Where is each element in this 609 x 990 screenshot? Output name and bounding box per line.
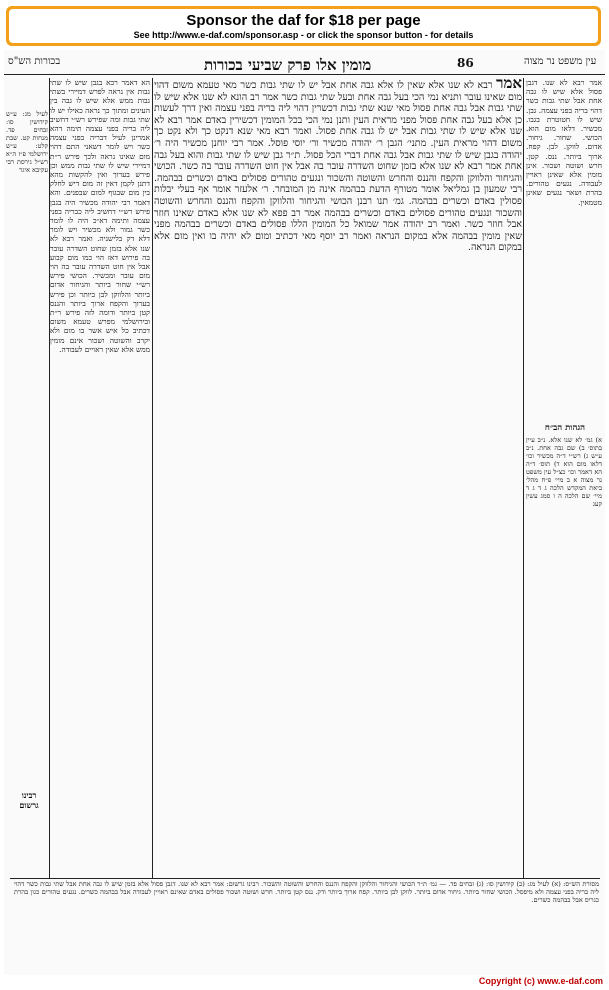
right-margin-label: הגהות הב״ח — [544, 423, 586, 433]
header-rule — [4, 74, 605, 75]
sponsor-banner-inner[interactable] — [9, 9, 598, 43]
copyright-link[interactable]: Copyright (c) www.e-daf.com — [478, 976, 603, 986]
talmud-page — [4, 50, 605, 975]
sponsor-banner[interactable] — [6, 6, 601, 46]
footnotes-body: מסורת הש״ס: (א) לעיל מג: (ב) קידושין סו: (ג) זבחים פד. — גמ׳ ת״ר הכושי והגיחור והלווקן והקפח והננס והחרש והשוטה והשכור. רבינו גרשום: אמר רבא לא שנו. דגבן פסול אלא בזמן שיש לו גבה אחת אבל שתי גבות כשר דהוי ליה בריה בפני עצמה ולא מיפסל. הכושי שחור ביותר. גיחור אדום ביותר. לווקן לבן ביותר. קפח ארוך ביותר ודק. ננס קטן ביותר. חרש ושוטה ושכור פסולים באדם שאינם ראויין לעבודה אבל בבהמה כשרים. נגעים טהורים כגון בהרת כגריס אבל בבהמה כשרים. — [14, 880, 599, 905]
tosafot-body: הא דאמר רבא בגבן שיש לו שתי גבות אין נראה לפרש דמיירי בשתי גבות ממש אלא שיש לו גבה בין העינים ומתוך כך נראה כאילו יש לו שתי גבות ומה שפירש רש״י דחשיב ליה בריה בפני עצמה תימה דהא אמרינן לעיל דבריה בפני עצמה כשר ויש לומר דשאני התם דהוי מום שאינו נראה ולכך פירש ר״ת דמיירי שיש לו שתי גבות ממש וכן פירש בערוך ואין להקשות מהא דתנן לקמן דאין זה מום דיש לחלק בין מום שבגוף למום שבפנים. והא דאמר רבי יהודה מכשיר היה בגבן פירש רש״י דחשיב ליה כבריה בפני עצמה ותימה דא״כ היה לו לומר כשר גמור ולא מכשיר ויש לומר דלא דק בלישניה. ואמר רבא לא שנו אלא בזמן שחוט השדרה עובר בה פירוש דאז הוי כמו מום קבוע אבל אין חוט השדרה עובר בה הוי מום עובר ומכשיר. הכושי פירש רש״י שחור ביותר והגיחור אדום ביותר והלווקן לבן ביותר וכן פירש בערוך והקפח ארוך ביותר והננס קטן ביותר ודומה לזה פירש ר״ת ובירושלמי מפרש טעמא משום דכתיב כל איש אשר בו מום ולא יקרב והשוטה ושכור אינם מומין ממש אלא שאין ראויים לעבודה. — [50, 78, 150, 354]
gemara-text — [154, 78, 522, 878]
left-margin-notes — [6, 110, 48, 970]
footnotes-text — [14, 880, 599, 970]
rashi-text — [526, 78, 602, 418]
left-margin-body: לעיל מג: ע״ש קידושין סו: זבחים פד. מנחות קט. שבת קלט: ע״ש ירושלמי פ״ז ה״א רש״ל גירסת רבי עקיבא איגר — [6, 110, 48, 174]
rabbeinu-gershom-label: רבינו גרשום — [19, 790, 39, 810]
header-right-ref: עין משפט נר מצוה — [524, 56, 597, 67]
sponsor-title: Sponsor the daf for $18 per page — [186, 12, 421, 29]
right-margin-body: א) גמ׳ לא שנו אלא. נ״ב עיין בתוס׳ ב) שם גבה אחת. נ״ב ע״ש ג) רש״י ד״ה מכשיר וכו׳ דלאו מום הוא ד) תוס׳ ד״ה הא דאמר וכו׳ כצ״ל עין משפט נר מצוה א ב מיי׳ פ״ח מהל׳ ביאת המקדש הלכה ג ד ג ד מיי׳ שם הלכה ה ו סמג עשין קעג — [526, 436, 602, 508]
column-divider-right — [523, 78, 524, 878]
header-left-ref: בכורות הש"ס — [8, 56, 61, 67]
right-margin-notes — [526, 436, 602, 956]
page-number: 86 — [457, 56, 474, 70]
gemara-opening-word: אמר — [496, 78, 522, 92]
gemara-body: רבא לא שנו אלא שאין לו אלא גבה אחת אבל יש לו שתי גבות כשר מאי טעמא משום דהוי מום שאינו עובר ותניא נמי הכי בעל גבה אחת ובעל שתי גבות כשר אמר רב הונא לא שנו אלא שיש לו שתי גבות אבל גבה אחת פסול מאי שנא שתי גבות דכשרין דהוי ליה בריה בפני עצמה ואין דרך לעשות כן אלא בעל גבה אחת פסול מפני מראית העין ותנן נמי הכי בכל המומין דכשירין באדם אמר רבא לא שנו אלא שיש לו שתי גבות אבל יש לו גבה אחת פסול. ואמר רבא מאי שנא דנקט כך ולא נקט כך משום דהוי מראית העין. מתני׳ הגבן ר׳ יהודה מכשיר ור׳ יוסי פוסל. אמר רבי יוחנן מכשיר היה ר׳ יהודה בגבן שיש לו שתי גבות אבל גבה אחת דברי הכל פסול. ת״ר גבן שיש לו שתי גבות והוא בעל גבה אחת אמר רבא לא שנו אלא בזמן שחוט השדרה עובר בה אבל אין חוט השדרה עובר בה כשר. הכושי והגיחור והלווקן והקפח והננס והחרש והשוטה והשכור ונגעים טהורים פסולים באדם וכשרים בבהמה. רבי שמעון בן גמליאל אומר מטורף הדעת בבהמה אינה מן המובחר. ר׳ אלעזר אומר אף בעלי יבלות פסולין באדם וכשרים בבהמה. גמ׳ תנו רבנן הכושי והגיחור והלווקן והקפח והננס והחרש והשוטה והשכור ונגעים טהורים פסולים באדם וכשרים בבהמה אמר רב פפא לא שנו אלא באדם שאינו חוזר אבל חוזר כשר. ואמר רב יהודה אמר שמואל כל המומין הללו פסולים באדם וכשרים בבהמה מפני שאין מומין בבהמה אלא במקום הנראה ואמר רב יוסף מאי דכתיב ומום לא יהיה בו ואין מום אלא במקום הנראה. — [154, 80, 522, 254]
column-divider-left — [152, 78, 153, 878]
rashi-body: אמר רבא לא שנו. דגבן פסול אלא שיש לו גבה אחת אבל שתי גבות כשר דהוי בריה בפני עצמה. גבן. שיש לו חטוטרת בגבו. מכשיר. דלאו מום הוא. הכושי. שחור. גיחור. אדום. לווקן. לבן. קפח. ארוך ביותר. ננס. קטן. חרש ושוטה ושכור. אינן מומין אלא שאינן ראויין לעבודה. נגעים טהורים. בהרת ושאר נגעים שאינן מטמאין. — [526, 78, 602, 207]
page-title: מומין אלו פרק שביעי בכורות — [204, 56, 372, 74]
tosafot-text — [50, 78, 150, 918]
sponsor-subtitle: See http://www.e-daf.com/sponsor.asp - or click the sponsor button - for details — [133, 30, 474, 40]
